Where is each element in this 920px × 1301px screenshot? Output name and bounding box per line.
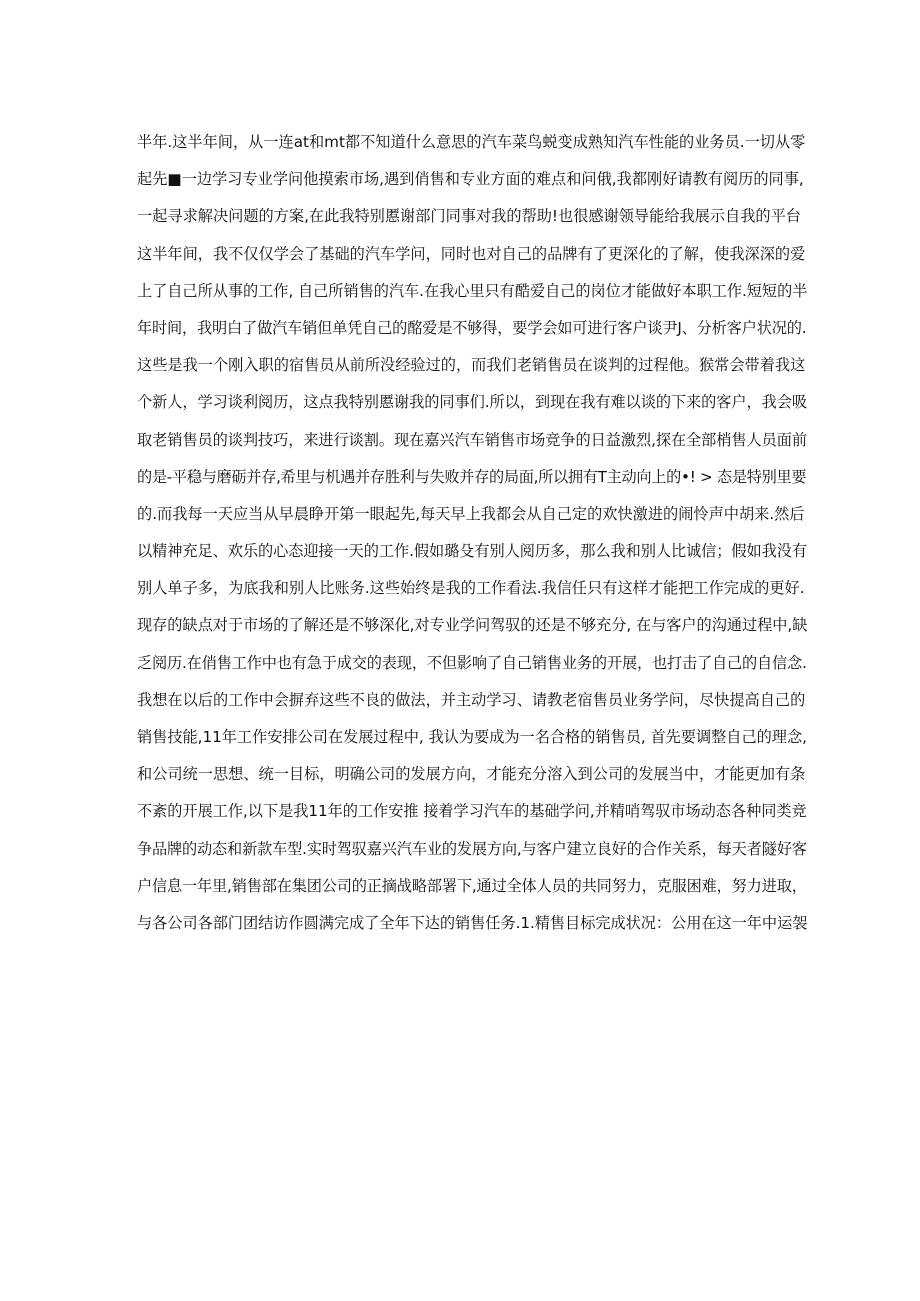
text-line: 这半年间，我不仅仅学会了基础的汽车学问，同时也对自己的品牌有了更深化的了解，使我深深的爱 xyxy=(137,244,806,263)
text-line: 取老销售员的谈判技巧，来进行谈割。现在嘉兴汽车销售市场竞争的日益激烈,探在全部梢售人员面前 xyxy=(137,430,808,449)
text-line: 上了自己所从事的工作, 自己所销售的汽车.在我心里只有酷爱自己的岗位才能做好本职工作.短短的半 xyxy=(137,281,808,300)
text-line: 和公司统一思想、统一目标，明确公司的发展方向，才能充分溶入到公司的发展当中，才能更加有条 xyxy=(137,765,806,784)
text-line: 个新人，学习谈利阅历，这点我特别慝谢我的同事们.所以，到现在我有难以谈的下来的客户，我会吸 xyxy=(137,393,808,412)
text-line: 年时间，我明白了做汽车销但单凭自己的酩爱是不够得，要学会如可进行客户谈尹J、分析客户状况的. xyxy=(137,318,807,337)
text-line: 与各公司各部门团结访作圆满完成了全年下达的销售任务.1.精售目标完成状况：公用在这一年中运袈 xyxy=(137,913,808,932)
text-line: 乏阅历.在俏售工作中也有急于成交的表现，不但影响了自己销售业务的开展，也打击了自己的自信念. xyxy=(137,653,807,672)
text-line: 以精神充足、欢乐的心态迎接一天的工作.假如璐殳有别人阅历多，那么我和别人比诚信；假如我没有 xyxy=(137,542,808,561)
text-line: 争品牌的动态和新款车型.实时驾驭嘉兴汽车业的发展方向,与客户建立良好的合作关系，每天者隧好客 xyxy=(137,839,807,858)
text-line: 的.而我每一天应当从早晨睁开第一眼起先,每天早上我都会从自己定的欢快激进的闹怜声中胡来.然后 xyxy=(137,504,805,523)
body-text xyxy=(137,124,807,942)
text-line: 现存的缺点对于市场的了解还是不够深化,对专业学问驾驭的还是不够充分, 在与客户的沟通过程中,缺 xyxy=(137,616,808,635)
text-line: 起先■一边学习专业学问他摸索市场,遇到俏售和专业方面的难点和问俄,我都刚好请教有阅历的同事, xyxy=(137,170,804,189)
text-line: 一起寻求解决问题的方案,在此我特别慝谢部门同事对我的帮助!也很感谢领导能给我展示自我的平台 xyxy=(137,207,801,226)
text-line: 户信息一年里,销售部在集团公司的正摘战略部署下,通过全体人员的共同努力，克服困难，努力进取， xyxy=(137,876,807,895)
text-line: 的是-平稳与磨砺并存,希里与机遇并存胜利与失败并存的局面,所以拥有T主动向上的•! > 态是特别里要 xyxy=(137,467,807,486)
text-line: 这些是我一个刚入职的宿售员从前所没经验过的，而我们老销售员在谈判的过程他。猴常会带着我这 xyxy=(137,356,806,375)
text-line: 不紊的开展工作,以下是我11年的工作安推 接着学习汽车的基础学问,并精哨驾驭市场动态各种同类竞 xyxy=(137,802,807,821)
text-line: 半年.这半年间，从一连at和mt都不知道什么意思的汽车菜鸟蜕变成熟知汽车性能的业务员.一切从零 xyxy=(137,133,806,151)
text-line: 销售技能,11年工作安排公司在发展过程中, 我认为要成为一名合格的销售员, 首先要调整自己的理念, xyxy=(137,728,807,746)
text-line: 别人单子多，为底我和别人比账务.这些始终是我的工作看法.我信任只有这样才能把工作完成的更好. xyxy=(137,579,805,598)
text-line: 我想在以后的工作中会摒弃这些不良的做法，并主动学习、请教老宿售员业务学问，尽快提高自己的 xyxy=(137,690,806,709)
